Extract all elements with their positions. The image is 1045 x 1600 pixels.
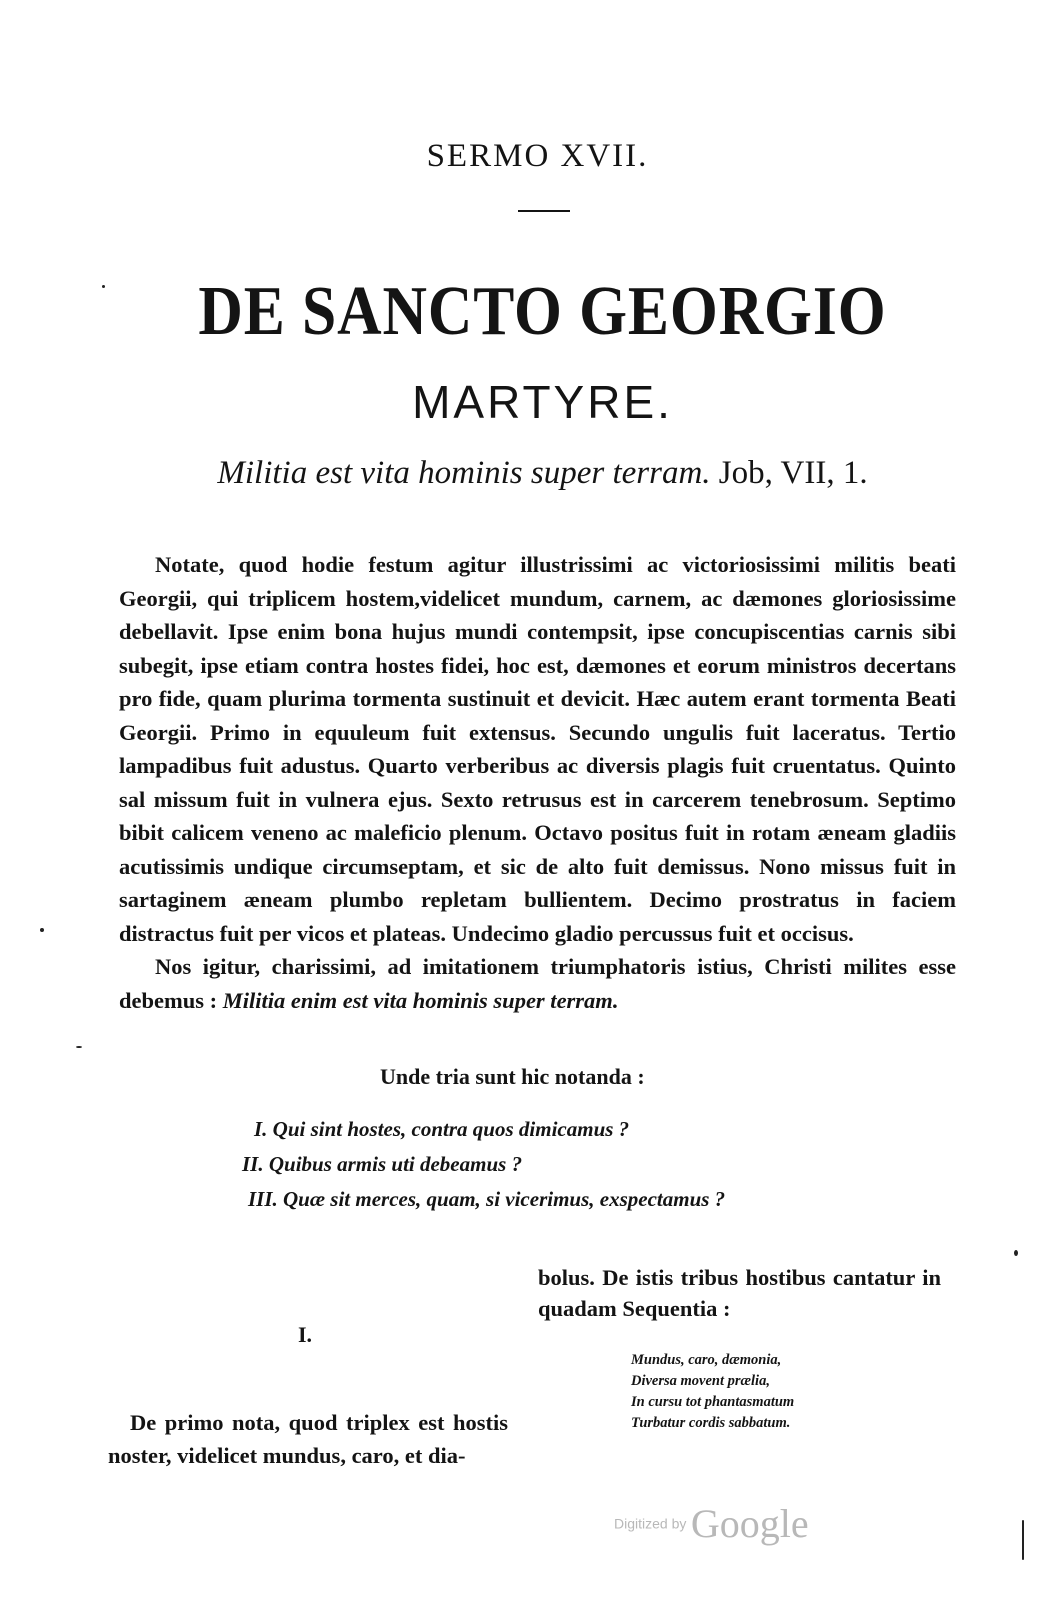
left-column-paragraph: De primo nota, quod triplex est hostis noster, videlicet mundus, caro, et dia- <box>108 1410 508 1468</box>
motto <box>0 455 1045 492</box>
title-rule <box>518 210 570 212</box>
question-item: I. Qui sint hostes, contra quos dimicamus ? <box>254 1117 630 1141</box>
right-column-text: bolus. De istis tribus hostibus cantatur in quadam Sequentia : <box>538 1265 941 1321</box>
sermon-number: SERMO XVII. <box>426 138 649 174</box>
scan-speck <box>1014 1250 1018 1256</box>
scan-speck <box>76 1046 82 1048</box>
sequence-verse <box>631 1350 794 1434</box>
division-intro: Unde tria sunt hic notanda : <box>380 1064 645 1089</box>
left-column-text <box>108 1406 508 1472</box>
paragraph-two-quote: Militia enim est vita hominis super terram. <box>222 987 619 1013</box>
verse-line: Diversa movent prælia, <box>631 1373 770 1389</box>
verse-line: Mundus, caro, dæmonia, <box>631 1352 782 1368</box>
section-numeral: I. <box>298 1322 313 1347</box>
motto-reference: Job, VII, 1. <box>718 455 868 491</box>
question-list <box>242 1112 726 1217</box>
question-item: III. Quæ sit merces, quam, si vicerimus, exspectamus ? <box>248 1187 726 1211</box>
scan-speck <box>1022 1520 1024 1560</box>
sermon-title: DE SANCTO GEORGIO <box>198 273 887 350</box>
google-logo: Google <box>690 1501 809 1546</box>
question-item: II. Quibus armis uti debeamus ? <box>242 1152 523 1176</box>
body-text <box>119 548 956 1017</box>
paragraph-two <box>119 950 956 1017</box>
verse-line: In cursu tot phantasmatum <box>631 1394 795 1410</box>
paragraph-one: Notate, quod hodie festum agitur illustrissimi ac victoriosissimi militis beati Georgii, qui triplicem hostem,videlicet mundum, carnem, ac dæmones gloriosissime debellavit. Ipse enim bona hujus mundi contempsit, ipse concupiscentias carnis sibi subegit, ipse etiam contra hostes fidei, hoc est, dæmones et eorum ministros decertans pro fide, quam plurima tormenta sustinuit et devicit. Hæc autem erant tormenta Beati Georgii. Primo in equuleum fuit extensus. Secundo ungulis fuit laceratus. Tertio lampadibus fuit adustus. Quarto verberibus ac diversis plagis fuit cruentatus. Quinto sal missum fuit in vulnera ejus. Sexto retrusus est in carcerem tenebrosum. Septimo bibit calicem veneno ac maleficio plenum. Octavo positus fuit in rotam æneam gladiis acutissimis undique circumseptam, et sic de alto fuit demissus. Nono missus fuit in sartaginem æneam plumbo repletam bullientem. Decimo prostratus in faciem distractus fuit per vicos et plateas. Undecimo gladio percussus fuit et occisus. <box>119 552 956 946</box>
sermon-subtitle: MARTYRE. <box>412 376 673 428</box>
watermark-caption: Digitized by <box>614 1515 687 1532</box>
scan-speck <box>102 285 105 288</box>
digitization-watermark <box>614 1500 809 1547</box>
verse-line: Turbatur cordis sabbatum. <box>631 1415 791 1431</box>
scan-speck <box>40 928 44 932</box>
motto-text: Militia est vita hominis super terram. <box>217 455 711 491</box>
paragraph-two-text: Nos igitur, charissimi, ad imitationem triumphatoris istius, Christi milites esse debemus : <box>119 954 956 1013</box>
